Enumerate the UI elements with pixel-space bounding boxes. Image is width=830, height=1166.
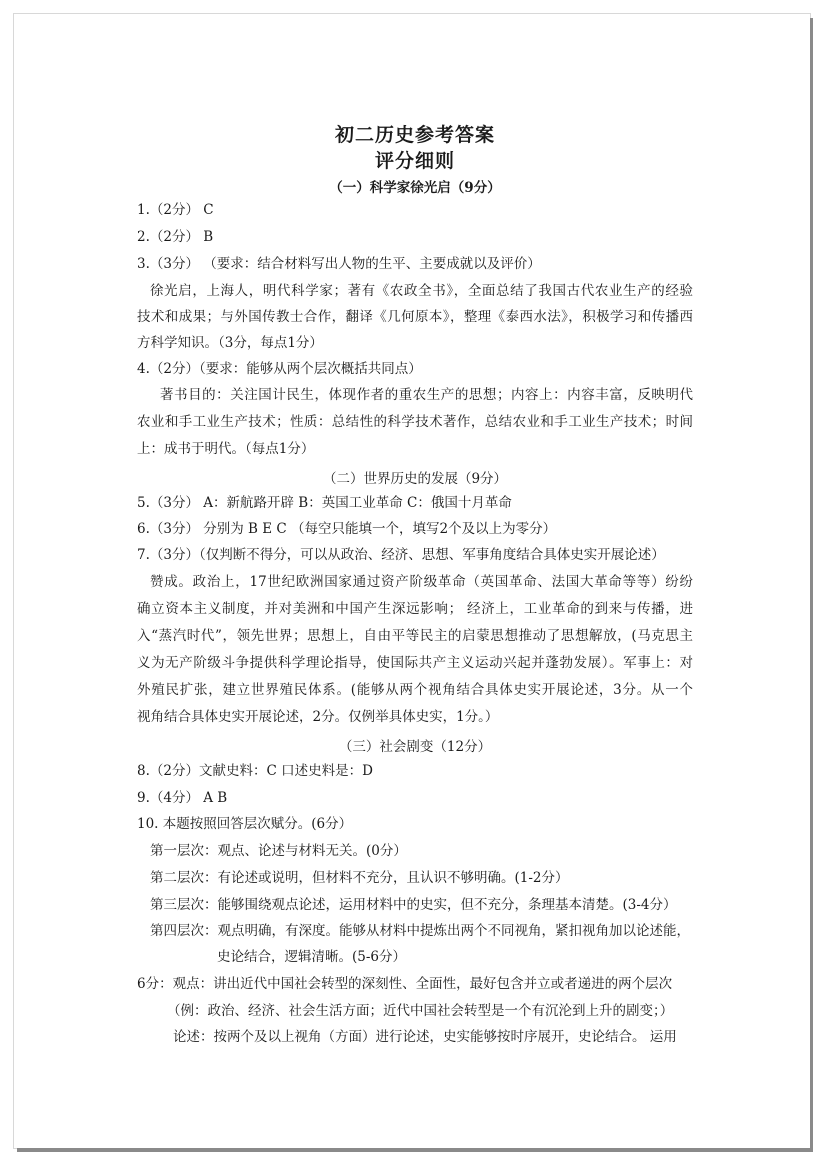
section-heading-2: （二）世界历史的发展（9分） xyxy=(322,471,508,487)
answer-line-q7c: 入“蒸汽时代”，领先世界；思想上，自由平等民主的启蒙思想推动了思想解放，(马克思主 xyxy=(137,628,693,644)
level-line-2: 第二层次：有论述或说明，但材料不充分，且认识不够明确。(1-2分） xyxy=(150,870,569,886)
level-line-1: 第一层次：观点、论述与材料无关。(0分） xyxy=(150,843,407,859)
answer-line-q4: 4.（2分）（要求：能够从两个层次概括共同点） xyxy=(137,361,422,377)
level-line-3: 第三层次：能够围绕观点论述，运用材料中的史实，但不充分，条理基本清楚。(3-4分） xyxy=(150,897,677,913)
answer-line-q3: 3.（3分） （要求：结合材料写出人物的生平、主要成就以及评价） xyxy=(137,256,541,272)
answer-line-q7e: 外殖民扩张，建立世界殖民体系。(能够从两个视角结合具体史实开展论述，3分。从一个 xyxy=(137,682,693,698)
document-title: 初二历史参考答案 xyxy=(334,124,495,146)
answer-line-q4a: 著书目的：关注国计民生，体现作者的重农生产的思想；内容上：内容丰富，反映明代 xyxy=(160,387,693,403)
answer-line-q8: 8.（2分）文献史料：C 口述史料是：D xyxy=(137,763,373,779)
level-line-4b: 史论结合，逻辑清晰。(5-6分） xyxy=(217,949,407,965)
section-heading-3: （三）社会剧变（12分） xyxy=(338,739,492,755)
score-line-6c: 论述：按两个及以上视角（方面）进行论述，史实能够按时序展开，史论结合。 运用 xyxy=(173,1029,677,1045)
document-subtitle: 评分细则 xyxy=(374,150,455,172)
answer-line-q6: 6.（3分） 分别为 B E C （每空只能填一个，填写2个及以上为零分） xyxy=(137,521,557,537)
answer-line-q5: 5.（3分） A：新航路开辟 B：英国工业革命 C：俄国十月革命 xyxy=(137,495,512,511)
answer-line-q9: 9.（4分） A B xyxy=(137,790,228,806)
answer-line-q7d: 义为无产阶级斗争提供科学理论指导，使国际共产主义运动兴起并蓬勃发展）。军事上：对 xyxy=(137,655,693,671)
answer-line-q10: 10. 本题按照回答层次赋分。(6分） xyxy=(137,816,353,832)
score-line-6b: （例：政治、经济、社会生活方面；近代中国社会转型是一个有沉沦到上升的剧变；） xyxy=(167,1003,674,1019)
answer-line-q4b: 农业和手工业生产技术；性质：总结性的科学技术著作，总结农业和手工业生产技术；时间 xyxy=(137,414,693,430)
answer-line-q3a: 徐光启，上海人，明代科学家；著有《农政全书》，全面总结了我国古代农业生产的经验 xyxy=(150,283,693,299)
answer-line-q1: 1.（2分） C xyxy=(137,202,214,218)
answer-line-q3c: 方科学知识。（3分，每点1分） xyxy=(137,335,323,351)
level-line-4: 第四层次：观点明确，有深度。能够从材料中提炼出两个不同视角，紧扣视角加以论述能， xyxy=(150,923,690,939)
answer-line-q7a: 赞成。政治上，17世纪欧洲国家通过资产阶级革命（英国革命、法国大革命等等）纷纷 xyxy=(150,574,693,590)
answer-line-q2: 2.（2分） B xyxy=(137,229,214,245)
answer-line-q3b: 技术和成果；与外国传教士合作，翻译《几何原本》，整理《泰西水法》，积极学习和传播西 xyxy=(137,309,693,325)
answer-line-q7: 7.（3分）（仅判断不得分，可以从政治、经济、思想、军事角度结合具体史实开展论述） xyxy=(137,547,665,563)
answer-line-q7f: 视角结合具体史实开展论述，2分。仅例举具体史实，1分。） xyxy=(137,709,499,725)
score-line-6: 6分：观点：讲出近代中国社会转型的深刻性、全面性，最好包含并立或者递进的两个层次 xyxy=(137,976,673,992)
section-heading-1: （一）科学家徐光启（9分） xyxy=(329,180,501,196)
answer-line-q4c: 上：成书于明代。（每点1分） xyxy=(137,441,315,457)
answer-line-q7b: 确立资本主义制度，并对美洲和中国产生深远影响； 经济上，工业革命的到来与传播，进 xyxy=(137,601,693,617)
